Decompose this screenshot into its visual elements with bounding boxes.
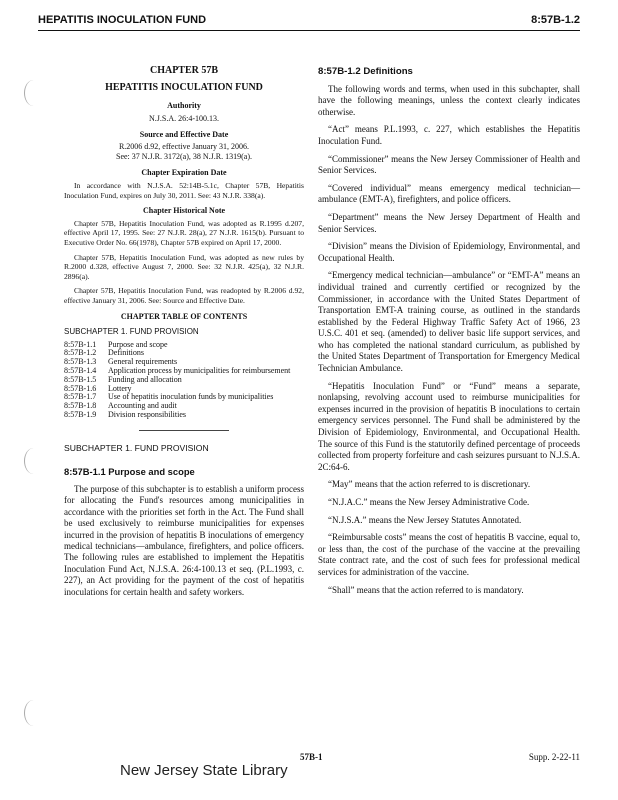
authority-heading: Authority xyxy=(167,101,201,111)
divider xyxy=(139,430,229,431)
toc-entry-number: 8:57B-1.2 xyxy=(64,348,97,358)
source-heading: Source and Effective Date xyxy=(139,129,229,139)
purpose-paragraph: The purpose of this subchapter is to establish a uniform process for allocating the Fund's resources among municipalities in accordance with the priorities set forth in the Act. The Fund shall be used exclusively to reimburse municipalities for expenses incurred in the provision of hepatitis B inoculations of emergency medical technicians—ambulance, firefighters, and police officers. The following rules are established to implement the Hepatitis Inoculation Fund Act, N.J.S.A. 26:4-100.13 et seq. (P.L.1993, c. 227), an Act providing for the payment of the cost of hepatitis inoculations for certain health and safety workers. xyxy=(64,484,304,597)
punch-hole-mark xyxy=(24,700,43,726)
definition-entry: “Act” means P.L.1993, c. 227, which establishes the Hepatitis Inoculation Fund. xyxy=(318,124,580,146)
history-heading: Chapter Historical Note xyxy=(142,206,226,216)
header-title: HEPATITIS INOCULATION FUND xyxy=(38,14,207,26)
chapter-title: HEPATITIS INOCULATION FUND xyxy=(105,81,263,93)
toc-entry-number: 8:57B-1.6 xyxy=(64,383,97,393)
toc-entry-title: Funding and allocation xyxy=(108,374,182,384)
expiration-text: In accordance with N.J.S.A. 52:14B-5.1c, Chapter 57B, Hepatitis Inoculation Fund, expires on July 30, 2011. See: 43 N.J.R. 338(a). xyxy=(64,180,304,200)
toc-entry xyxy=(64,349,304,358)
toc-entry xyxy=(64,376,304,385)
definition-entry: “Covered individual” means emergency medical technician—ambulance (EMT-A), firefighters, and police officers. xyxy=(318,182,580,205)
library-stamp: New Jersey State Library xyxy=(120,762,288,779)
definition-entry: “N.J.S.A.” means the New Jersey Statutes Annotated. xyxy=(328,514,522,525)
source-text-1: R.2006 d.92, effective January 31, 2006. xyxy=(118,142,250,152)
toc-entry-title: Application process by municipalities for reimbursement xyxy=(108,366,291,376)
toc-heading: CHAPTER TABLE OF CONTENTS xyxy=(120,311,248,321)
toc-entry xyxy=(64,393,304,402)
subchapter-heading: SUBCHAPTER 1. FUND PROVISION xyxy=(64,442,209,453)
toc-entry-title: Accounting and audit xyxy=(108,401,177,411)
right-column xyxy=(318,66,580,602)
toc-entry xyxy=(64,341,304,350)
toc-entry-number: 8:57B-1.1 xyxy=(64,339,97,349)
toc-entry-number: 8:57B-1.8 xyxy=(64,401,97,411)
header-rule xyxy=(38,30,580,31)
toc-entry xyxy=(64,367,304,376)
toc-entry-title: Purpose and scope xyxy=(108,339,168,349)
chapter-number: CHAPTER 57B xyxy=(149,65,219,76)
history-note-3: Chapter 57B, Hepatitis Inoculation Fund, was readopted by R.2006 d.92, effective January 31, 2006. See: Source and Effective Date. xyxy=(64,286,304,305)
definition-entry: “Reimbursable costs” means the cost of hepatitis B vaccine, equal to, or less than, the cost of the purchase of the vaccine at the prevailing State contract rate, and the cost of such fees for professional medical services for administration of the vaccine. xyxy=(318,532,580,577)
toc-entry-number: 8:57B-1.7 xyxy=(64,392,97,402)
page-number: 57B-1 xyxy=(300,752,323,762)
supplement-date: Supp. 2-22-11 xyxy=(528,752,580,762)
left-column xyxy=(64,66,304,598)
definition-entry: “Shall” means that the action referred to is mandatory. xyxy=(328,584,524,595)
punch-hole-mark xyxy=(24,80,43,106)
definition-entry: “Division” means the Division of Epidemiology, Environmental, and Occupational Health. xyxy=(318,241,580,263)
definition-entry: “Hepatitis Inoculation Fund” or “Fund” means a separate, nonlapsing, revolving account used to reimburse municipalities for expenses incurred in the provision of hepatitis B inoculations to certain emergency services personnel. The Fund shall be administered by the Division of Epidemiology, Environmental, and Occupational Health. The source of this Fund is the statutorily defined percentage of proceeds collected from property forfeiture and cash seizures pursuant to N.J.S.A. 2C:64-6. xyxy=(318,380,580,472)
toc-entry-title: Use of hepatitis inoculation funds by municipalities xyxy=(108,392,274,402)
toc-entry-title: Definitions xyxy=(108,348,144,358)
running-header xyxy=(38,12,580,30)
definitions-list xyxy=(318,84,580,597)
toc-entry-number: 8:57B-1.5 xyxy=(64,374,97,384)
definition-entry: “Emergency medical technician—ambulance” or “EMT-A” means an individual trained and currently certified or recognized by the Commissioner, in accordance with the United States Department of Transportation EMT-A training course, as outlined in the standards established by the Federal Highway Traffic Safety Act of 1966, 23 U.S.C. 401 et seq. (amended) to deliver basic life support services, and who has completed the national standard curriculum, as published by the United States Department of Transportation for Emergency Medical Technician Ambulance. xyxy=(318,270,580,374)
authority-text: N.J.S.A. 26:4-100.13. xyxy=(148,113,219,123)
punch-hole-mark xyxy=(24,448,43,474)
definition-entry: “May” means that the action referred to is discretionary. xyxy=(328,479,531,490)
toc-entry-title: Lottery xyxy=(108,383,132,393)
table-of-contents xyxy=(64,341,304,420)
expiration-heading: Chapter Expiration Date xyxy=(141,168,227,178)
history-note-1: Chapter 57B, Hepatitis Inoculation Fund, was adopted as R.1995 d.207, effective April 17, 1995. See: 27 N.J.R. 28(a), 27 N.J.R. 1615(b). Pursuant to Executive Order No. 66(1978), Chapter 57B expired on April 17, 2000. xyxy=(64,218,304,247)
definitions-intro: The following words and terms, when used in this subchapter, shall have the following meanings, unless the context clearly indicates otherwise. xyxy=(318,83,580,117)
toc-entry xyxy=(64,411,304,420)
definition-entry: “N.J.A.C.” means the New Jersey Administrative Code. xyxy=(328,497,530,507)
toc-entry-number: 8:57B-1.9 xyxy=(64,410,97,420)
toc-subchapter: SUBCHAPTER 1. FUND PROVISION xyxy=(64,327,199,337)
definition-entry: “Commissioner” means the New Jersey Commissioner of Health and Senior Services. xyxy=(318,153,580,176)
section-title-purpose: 8:57B-1.1 Purpose and scope xyxy=(64,466,195,478)
toc-entry-title: Division responsibilities xyxy=(108,410,186,420)
definition-entry: “Department” means the New Jersey Department of Health and Senior Services. xyxy=(318,211,580,234)
toc-entry-number: 8:57B-1.3 xyxy=(64,357,97,367)
history-note-2: Chapter 57B, Hepatitis Inoculation Fund, was adopted as new rules by R.2000 d.328, effective August 7, 2000. See: 32 N.J.R. 425(a), 32 N.J.R. 2896(a). xyxy=(64,252,304,281)
source-text-2: See: 37 N.J.R. 3172(a), 38 N.J.R. 1319(a). xyxy=(116,152,252,162)
toc-entry-title: General requirements xyxy=(108,357,178,367)
toc-entry-number: 8:57B-1.4 xyxy=(64,366,97,376)
section-title-definitions: 8:57B-1.2 Definitions xyxy=(318,66,413,77)
header-section: 8:57B-1.2 xyxy=(531,14,580,26)
